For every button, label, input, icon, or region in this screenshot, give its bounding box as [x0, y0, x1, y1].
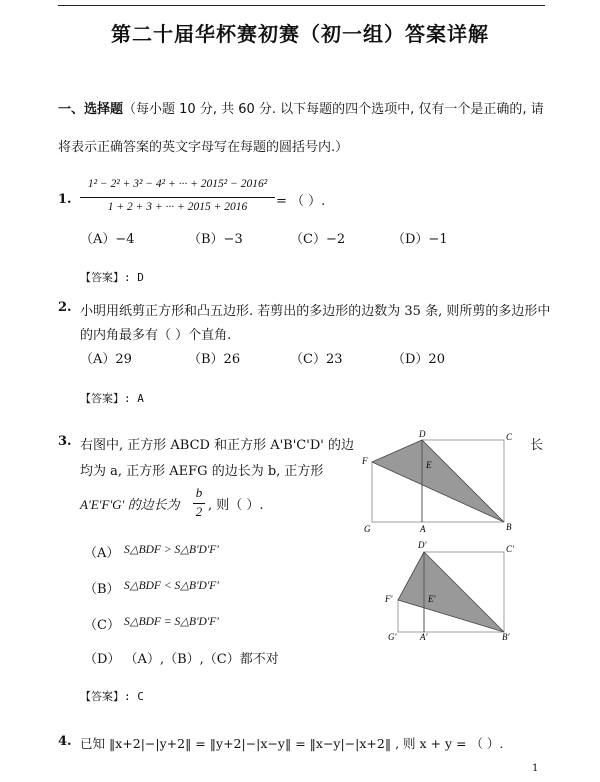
figure-2-squares — [382, 538, 522, 642]
question-4-number: 4. — [58, 734, 72, 749]
triangle-bdf — [372, 440, 504, 522]
triangle-b-d-f-prime — [398, 552, 504, 632]
question-2-answer: 【答案】: A — [80, 392, 144, 405]
figure-1-squares — [358, 428, 528, 536]
question-2-number: 2. — [58, 300, 72, 315]
question-3-option-c-label: （C） — [84, 618, 120, 633]
question-1-option-d: （D）−1 — [392, 232, 448, 247]
question-1-number: 1. — [58, 192, 72, 207]
question-3-line-1-tail: 长 — [530, 438, 544, 453]
label-e: E — [426, 460, 432, 470]
label-d-prime: D' — [418, 540, 427, 550]
label-g: G — [364, 524, 371, 534]
question-3-answer: 【答案】: C — [80, 690, 144, 703]
question-1-numerator: 1² − 2² + 3² − 4² + ··· + 2015² − 2016² — [87, 178, 268, 190]
question-3-option-a-expr: S△BDF > S△B'D'F' — [124, 544, 219, 556]
question-1-denominator: 1 + 2 + 3 + ··· + 2015 + 2016 — [107, 201, 248, 213]
section-heading — [58, 98, 544, 117]
question-3-line-1: 右图中, 正方形 ABCD 和正方形 A'B'C'D' 的边 — [80, 438, 354, 453]
label-b: B — [506, 522, 512, 532]
page-number: 1 — [532, 763, 539, 774]
label-c: C — [506, 432, 513, 442]
question-3-option-a-label: （A） — [84, 546, 120, 561]
question-2-option-b: （B）26 — [188, 352, 241, 367]
question-3-option-b-label: （B） — [84, 582, 120, 597]
question-2-line-2: 的内角最多有（ ）个直角. — [80, 328, 232, 343]
question-3-line-3-post: , 则（ ）. — [208, 498, 264, 513]
page-title: 第二十届华杯赛初赛（初一组）答案详解 — [111, 22, 489, 46]
question-1-tail: = （ ）. — [276, 194, 326, 209]
section-instruction-1: （每小题 10 分, 共 60 分. 以下每题的四个选项中, 仅有一个是正确的, 请 — [123, 102, 544, 117]
question-3-number: 3. — [58, 434, 72, 449]
question-1-fraction-bar — [80, 197, 275, 198]
label-f: F — [362, 456, 368, 466]
question-2-line-1: 小明用纸剪正方形和凸五边形. 若剪出的多边形的边数为 35 条, 则所剪的多边形中 — [80, 304, 551, 319]
question-1-option-b: （B）−3 — [188, 232, 243, 247]
question-2-option-a: （A）29 — [80, 352, 132, 367]
question-3-line-3-pre: A'E'F'G' 的边长为 — [80, 497, 180, 512]
label-c-prime: C' — [506, 544, 514, 554]
label-g-prime: G' — [388, 632, 397, 642]
question-4-text: 已知 ‖x+2|−|y+2‖ = ‖y+2|−|x−y‖ = ‖x−y|−|x+2‖ , 则 x + y = （ ）. — [80, 736, 504, 751]
header-rule — [58, 5, 545, 6]
label-a: A — [420, 524, 426, 534]
label-e-prime: E' — [428, 594, 436, 604]
question-3-line-2: 均为 a, 正方形 AEFG 的边长为 b, 正方形 — [80, 464, 324, 479]
question-3-option-b-expr: S△BDF < S△B'D'F' — [124, 580, 219, 592]
question-1-answer: 【答案】: D — [80, 271, 144, 284]
question-1-option-c: （C）−2 — [290, 232, 346, 247]
question-3-option-c-expr: S△BDF = S△B'D'F' — [124, 616, 219, 628]
question-1-option-a: （A）−4 — [80, 232, 135, 247]
question-2-option-c: （C）23 — [290, 352, 343, 367]
label-a-prime: A' — [420, 632, 428, 642]
label-d: D — [419, 429, 426, 439]
question-3-option-d: （D） （A）,（B）,（C）都不对 — [84, 652, 279, 667]
label-b-prime: B' — [502, 632, 510, 642]
section-title: 一、选择题 — [58, 102, 124, 117]
question-2-option-d: （D）20 — [392, 352, 445, 367]
question-3-frac-num: b — [195, 485, 203, 500]
section-instruction-2: 将表示正确答案的英文字母写在每题的圆括号内.） — [58, 140, 349, 155]
question-3-frac-den: 2 — [195, 504, 203, 519]
label-f-prime: F' — [385, 594, 393, 604]
